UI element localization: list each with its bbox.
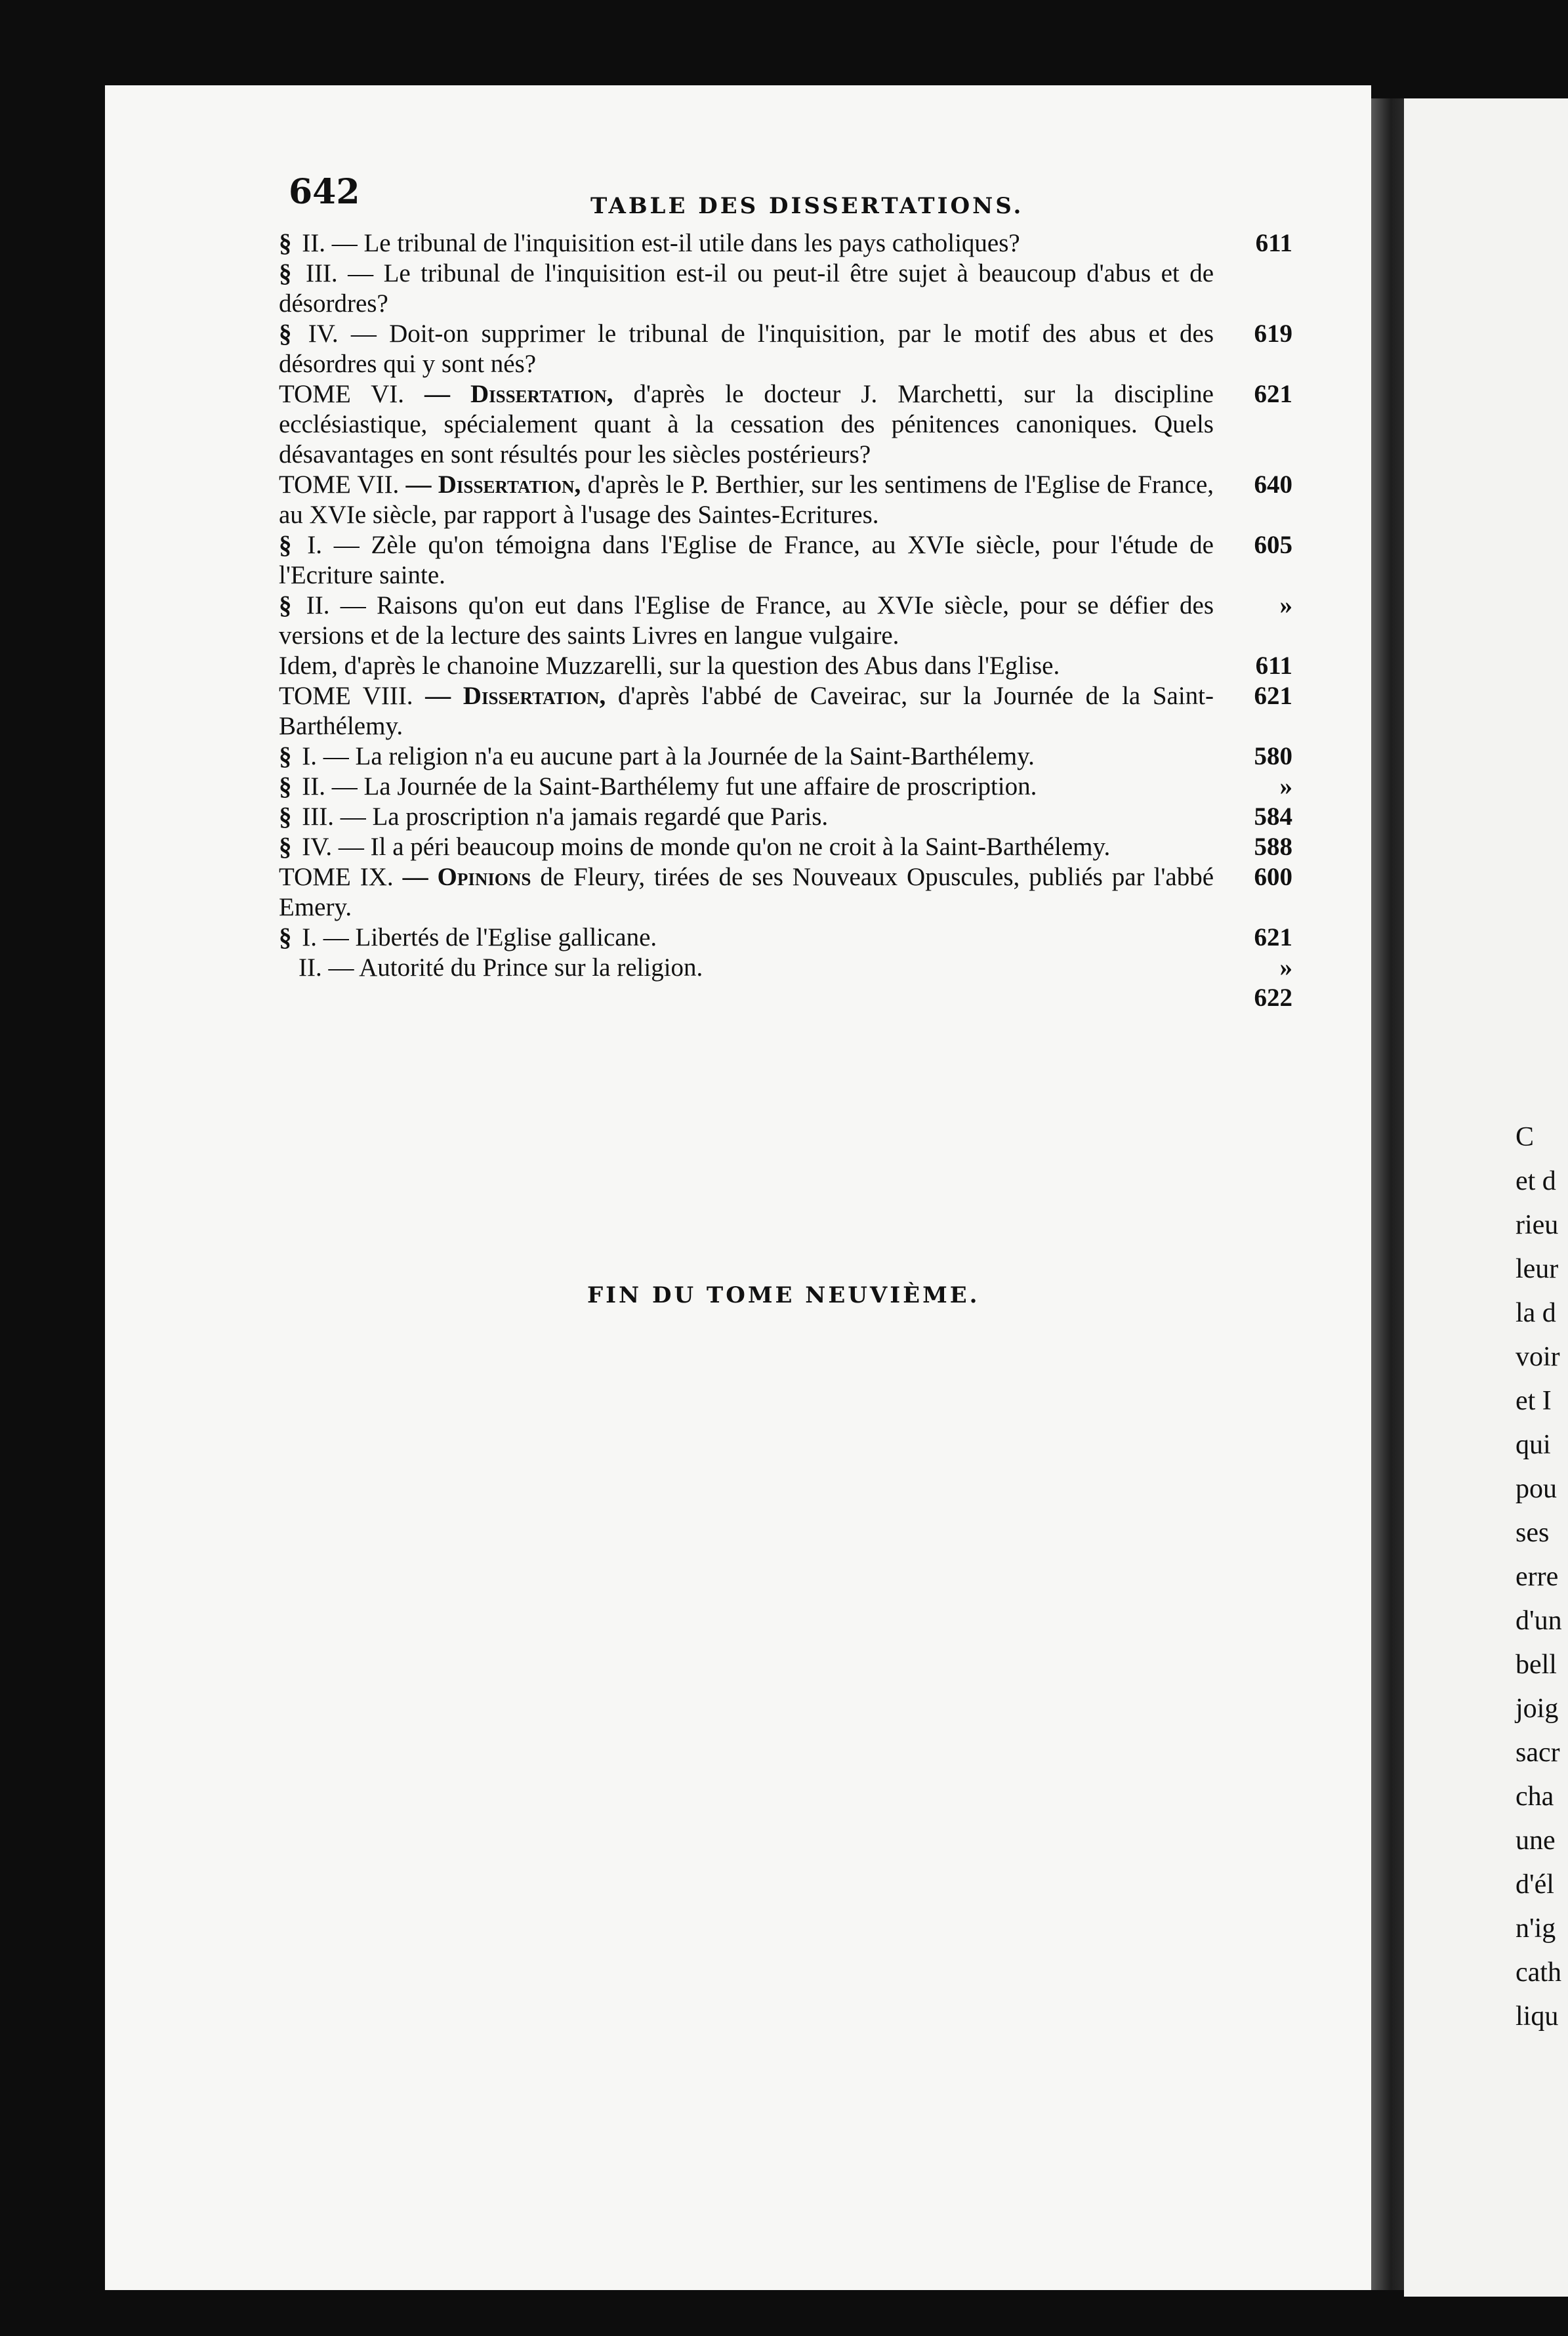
toc-entry-text bbox=[279, 530, 1214, 591]
entry-label: IV. bbox=[302, 833, 339, 861]
entry-body: — Il a péri beaucoup moins de monde qu'on ne croit à la Saint-Barthélemy. bbox=[338, 833, 1111, 861]
facing-line: la d bbox=[1516, 1298, 1556, 1328]
entry-label: IV. bbox=[308, 320, 351, 348]
entry-body: d'après le P. Berthier, sur les sentimens de l'Eglise de France, au XVIe siècle, par rapport à l'usage des Saintes-Ecritures. bbox=[279, 470, 1214, 529]
toc-page-ref: » bbox=[1279, 953, 1292, 982]
toc-entry-text bbox=[279, 862, 1214, 923]
toc-page-ref: 622 bbox=[1254, 984, 1292, 1012]
toc-entry-text bbox=[279, 228, 1214, 259]
toc-page-ref: 600 bbox=[1254, 863, 1292, 891]
section-sign: § bbox=[279, 742, 299, 770]
toc-page-ref: 611 bbox=[1255, 652, 1292, 680]
toc-entry-text bbox=[279, 259, 1214, 319]
toc-entry bbox=[279, 228, 1292, 259]
toc-entry-text bbox=[279, 470, 1214, 530]
toc-entry bbox=[279, 772, 1292, 802]
facing-line: qui bbox=[1516, 1430, 1551, 1460]
toc-entry-text bbox=[279, 741, 1214, 772]
facing-line: liqu bbox=[1516, 2001, 1559, 2032]
entry-body: — Le tribunal de l'inquisition est-il utile dans les pays catholiques? bbox=[331, 229, 1020, 257]
facing-line: voir bbox=[1516, 1342, 1560, 1372]
facing-line: d'un bbox=[1516, 1606, 1562, 1636]
toc-entry-text bbox=[279, 681, 1214, 741]
toc-entry-text bbox=[279, 651, 1214, 681]
entry-body: — La Journée de la Saint-Barthélemy fut une affaire de proscription. bbox=[331, 772, 1037, 801]
closing-line: FIN DU TOME NEUVIÈME. bbox=[587, 1282, 980, 1308]
toc-entry bbox=[279, 741, 1292, 772]
facing-line: bell bbox=[1516, 1650, 1557, 1680]
entry-body: — Autorité du Prince sur la religion. bbox=[328, 953, 703, 982]
section-sign: § bbox=[279, 923, 299, 951]
page-number: 642 bbox=[289, 172, 360, 212]
small-caps-heading: — Dissertation, bbox=[405, 470, 588, 499]
entry-body: — Zèle qu'on témoigna dans l'Eglise de France, au XVIe siècle, pour l'étude de l'Ecriture sainte. bbox=[279, 531, 1214, 589]
small-caps-heading: — Dissertation, bbox=[425, 682, 618, 710]
toc-page-ref: 621 bbox=[1254, 682, 1292, 710]
facing-line: et d bbox=[1516, 1166, 1556, 1196]
entry-body: — La proscription n'a jamais regardé que Paris. bbox=[340, 803, 829, 831]
entry-label: TOME VII. bbox=[279, 470, 406, 499]
running-title: TABLE DES DISSERTATIONS. bbox=[590, 193, 1024, 219]
toc-entry-text bbox=[279, 319, 1214, 379]
entry-body: — Libertés de l'Eglise gallicane. bbox=[323, 923, 657, 951]
toc-page-ref: 640 bbox=[1254, 470, 1292, 499]
toc-entry-text bbox=[279, 832, 1214, 862]
toc-entry bbox=[279, 530, 1292, 591]
facing-line: joig bbox=[1516, 1694, 1559, 1724]
facing-line: leur bbox=[1516, 1254, 1559, 1284]
facing-line: cath bbox=[1516, 1957, 1561, 1988]
toc-entry bbox=[279, 319, 1292, 379]
facing-line: rieu bbox=[1516, 1210, 1559, 1240]
facing-line: n'ig bbox=[1516, 1913, 1556, 1944]
entry-label: III. bbox=[302, 803, 340, 831]
entry-label: II. bbox=[302, 772, 332, 801]
entry-body: — Le tribunal de l'inquisition est-il ou peut-il être sujet à beaucoup d'abus et de désordres? bbox=[279, 259, 1214, 318]
entry-body: Idem, d'après le chanoine Muzzarelli, sur la question des Abus dans l'Eglise. bbox=[279, 652, 1060, 680]
entry-body: — La religion n'a eu aucune part à la Journée de la Saint-Barthélemy. bbox=[323, 742, 1035, 770]
entry-label: II. bbox=[299, 953, 329, 982]
section-sign: § bbox=[279, 320, 304, 348]
toc-entry bbox=[279, 832, 1292, 862]
facing-line: et I bbox=[1516, 1386, 1552, 1416]
entry-body: de Fleury, tirées de ses Nouveaux Opuscules, publiés par l'abbé Emery. bbox=[279, 863, 1214, 921]
facing-line: pou bbox=[1516, 1474, 1557, 1504]
table-of-contents bbox=[279, 228, 1292, 1013]
entry-body: d'après le docteur J. Marchetti, sur la discipline ecclésiastique, spécialement quant à la cessation des pénitences canoniques. Quels désavantages en sont résultés pour les siècles postérieurs? bbox=[279, 380, 1214, 469]
facing-line: erre bbox=[1516, 1562, 1559, 1592]
entry-label: II. bbox=[306, 591, 340, 619]
section-sign: § bbox=[279, 259, 302, 287]
entry-label: I. bbox=[302, 742, 323, 770]
toc-entry-text bbox=[279, 591, 1214, 651]
small-caps-heading: — Opinions bbox=[402, 863, 541, 891]
section-sign: § bbox=[279, 772, 299, 801]
section-sign: § bbox=[279, 591, 302, 619]
section-sign: § bbox=[279, 531, 304, 559]
toc-entry bbox=[279, 923, 1292, 953]
section-sign: § bbox=[279, 229, 299, 257]
toc-page-ref: » bbox=[1279, 772, 1292, 801]
facing-line: sacr bbox=[1516, 1738, 1560, 1768]
facing-line: C bbox=[1516, 1122, 1535, 1152]
facing-line: cha bbox=[1516, 1782, 1554, 1812]
entry-label: II. bbox=[302, 229, 332, 257]
toc-page-ref: 619 bbox=[1254, 320, 1292, 348]
toc-entry-text bbox=[279, 379, 1214, 470]
toc-entry bbox=[279, 862, 1292, 923]
toc-entry-text bbox=[279, 772, 1214, 802]
toc-entry-text bbox=[279, 802, 1214, 832]
toc-entry bbox=[279, 379, 1292, 470]
toc-page-ref: 584 bbox=[1254, 803, 1292, 831]
entry-label: TOME VI. bbox=[279, 380, 424, 408]
entry-label: TOME VIII. bbox=[279, 682, 426, 710]
facing-line: d'él bbox=[1516, 1869, 1554, 1900]
toc-page-ref: 580 bbox=[1254, 742, 1292, 770]
toc-entry bbox=[279, 470, 1292, 530]
entry-label: TOME IX. bbox=[279, 863, 403, 891]
entry-body: — Doit-on supprimer le tribunal de l'inquisition, par le motif des abus et des désordres qui y sont nés? bbox=[279, 320, 1214, 378]
toc-page-ref: 605 bbox=[1254, 531, 1292, 559]
toc-page-ref: 611 bbox=[1255, 229, 1292, 257]
entry-label: I. bbox=[307, 531, 334, 559]
toc-entry bbox=[279, 983, 1292, 1013]
toc-entry bbox=[279, 651, 1292, 681]
facing-line: une bbox=[1516, 1825, 1556, 1856]
toc-page-ref: 621 bbox=[1254, 380, 1292, 408]
entry-label: III. bbox=[305, 259, 348, 287]
toc-entry bbox=[279, 953, 1292, 983]
toc-entry bbox=[279, 259, 1292, 319]
toc-entry-text bbox=[279, 923, 1214, 953]
toc-entry-text bbox=[299, 953, 1214, 983]
toc-page-ref: 621 bbox=[1254, 923, 1292, 951]
toc-page-ref: » bbox=[1279, 591, 1292, 619]
toc-entry bbox=[279, 681, 1292, 741]
entry-body: — Raisons qu'on eut dans l'Eglise de France, au XVIe siècle, pour se défier des versions et de la lecture des saints Livres en langue vulgaire. bbox=[279, 591, 1214, 650]
toc-entry bbox=[279, 802, 1292, 832]
entry-label: I. bbox=[302, 923, 323, 951]
toc-entry bbox=[279, 591, 1292, 651]
facing-page-text bbox=[1516, 1116, 1562, 2039]
page-gutter bbox=[1371, 98, 1404, 2290]
section-sign: § bbox=[279, 803, 299, 831]
toc-page-ref: 588 bbox=[1254, 833, 1292, 861]
entry-body: d'après l'abbé de Caveirac, sur la Journée de la Saint-Barthélemy. bbox=[279, 682, 1214, 740]
facing-line: ses bbox=[1516, 1518, 1550, 1548]
section-sign: § bbox=[279, 833, 299, 861]
small-caps-heading: — Dissertation, bbox=[424, 380, 634, 408]
